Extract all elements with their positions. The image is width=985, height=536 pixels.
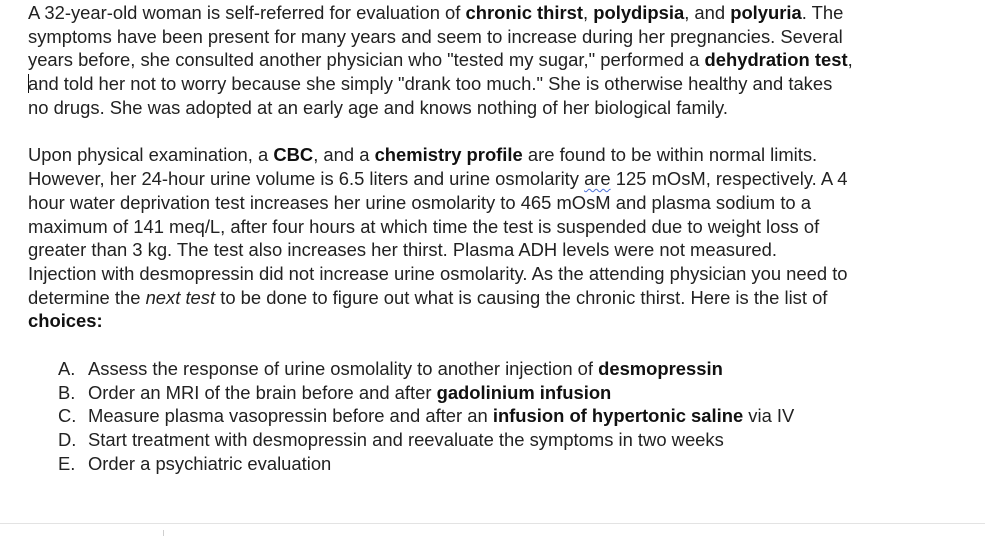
text-line: Injection with desmopressin did not increase urine osmolarity. As the attending physician you need to	[28, 262, 848, 284]
text-run: ,	[847, 49, 853, 71]
choice-letter: A.	[58, 357, 76, 379]
bold-term: gadolinium infusion	[436, 381, 612, 403]
text-run: ,	[583, 2, 594, 23]
choice-letter: D.	[58, 429, 77, 450]
bold-term: chronic thirst	[465, 2, 584, 23]
document-body[interactable]	[28, 1, 958, 475]
text-run: years before, she consulted another physician who "tested my sugar," performed a	[28, 49, 705, 71]
answer-choice-e	[58, 452, 958, 476]
text-line	[28, 286, 958, 310]
choice-text: Order an MRI of the brain before and after	[88, 381, 437, 403]
bold-term: dehydration test	[704, 49, 848, 71]
text-run: and told her not to worry because she simply "drank too much." She is otherwise healthy and takes	[28, 73, 833, 95]
ruler-tick	[163, 530, 164, 536]
answer-choice-a	[58, 357, 958, 381]
bold-term: chemistry profile	[374, 144, 523, 166]
text-run: to be done to figure out what is causing the chronic thirst. Here is the list of	[215, 286, 828, 308]
text-line: hour water deprivation test increases her urine osmolarity to 465 mOsM and plasma sodium to a	[28, 191, 811, 213]
answer-choice-c	[58, 404, 958, 428]
text-line: no drugs. She was adopted at an early age and knows nothing of her biological family.	[28, 96, 728, 118]
text-line: greater than 3 kg. The test also increases her thirst. Plasma ADH levels were not measured.	[28, 239, 777, 261]
choice-text: Order a psychiatric evaluation	[88, 452, 332, 474]
answer-choice-b	[58, 381, 958, 405]
text-line	[28, 309, 958, 333]
text-line	[28, 72, 958, 96]
choice-letter: E.	[58, 452, 76, 474]
bold-term: desmopressin	[598, 357, 723, 379]
choice-text: Measure plasma vasopressin before and after an	[88, 405, 493, 427]
text-run: are found to be within normal limits.	[522, 144, 818, 166]
grammar-suggestion[interactable]: are	[584, 168, 611, 190]
text-run: 125 mOsM, respectively. A 4	[610, 168, 848, 190]
choice-letter: C.	[58, 405, 77, 427]
answer-choices-list	[28, 357, 958, 475]
text-line	[28, 1, 958, 25]
text-run: A 32-year-old woman is self-referred for evaluation of	[28, 2, 466, 23]
bold-term: infusion of hypertonic saline	[492, 405, 744, 427]
text-line	[28, 167, 958, 191]
page-divider	[0, 523, 985, 524]
text-line: maximum of 141 meq/L, after four hours at which time the test is suspended due to weight loss of	[28, 215, 820, 237]
bold-term: choices:	[28, 310, 103, 332]
text-run: However, her 24-hour urine volume is 6.5 liters and urine osmolarity	[28, 168, 585, 190]
text-run: , and a	[313, 144, 375, 166]
bold-term: polydipsia	[593, 2, 685, 23]
bold-term: CBC	[273, 144, 314, 166]
choice-letter: B.	[58, 381, 76, 403]
text-line	[28, 143, 958, 167]
bold-term: polyuria	[730, 2, 802, 23]
italic-term: next test	[145, 286, 216, 308]
findings-paragraph	[28, 143, 958, 333]
choice-text: Assess the response of urine osmolality to another injection of	[88, 357, 599, 379]
choice-text: Start treatment with desmopressin and reevaluate the symptoms in two weeks	[88, 429, 724, 450]
text-run: , and	[684, 2, 731, 23]
text-run: . The	[801, 2, 844, 23]
text-run: determine the	[28, 286, 146, 308]
text-line	[28, 48, 958, 72]
answer-choice-d	[58, 428, 958, 452]
text-line: symptoms have been present for many years and seem to increase during her pregnancies. Several	[28, 25, 843, 47]
text-run: Upon physical examination, a	[28, 144, 274, 166]
case-paragraph	[28, 1, 958, 119]
choice-text: via IV	[743, 405, 795, 427]
